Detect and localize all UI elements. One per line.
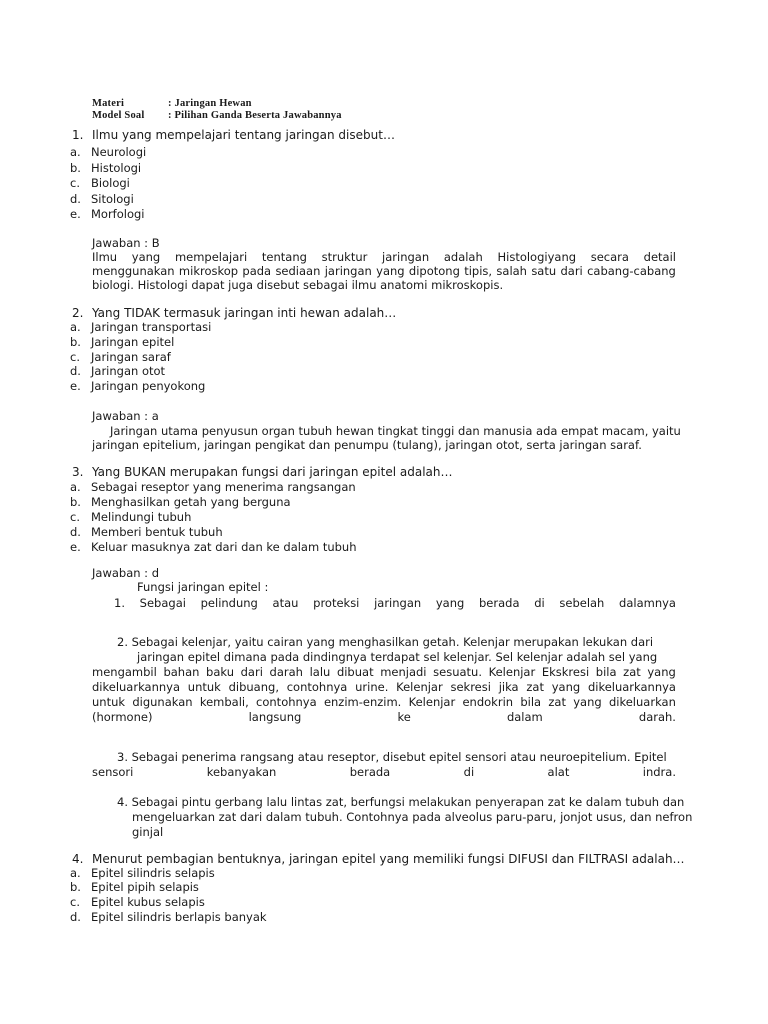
question-number: 3. [72,465,84,479]
q3-function-1: 1. Sebagai pelindung atau proteksi jaringan yang berada di sebelah dalamnya [114,596,676,610]
q3-function-4-line: mengeluarkan zat dari dalam tubuh. Contohnya pada alveolus paru-paru, jonjot usus, dan nefron [132,810,693,824]
model-label: Model Soal [92,110,145,121]
q2-explanation-line: jaringan epitelium, jaringan pengikat dan penumpu (tulang), jaringan otot, serta jaringan saraf. [92,438,642,452]
question-number: 1. [72,128,84,142]
materi-label: Materi [92,98,125,109]
question-1 [72,128,395,143]
header-materi [92,98,252,109]
question-number: 4. [72,852,84,866]
q3-option-c: c. Melindungi tubuh [70,510,192,524]
q3-option-e: e. Keluar masuknya zat dari dan ke dalam tubuh [70,540,357,554]
q2-explanation-line: Jaringan utama penyusun organ tubuh hewan tingkat tinggi dan manusia ada empat macam, yaitu [110,424,681,438]
q2-option-b: b. Jaringan epitel [70,335,175,349]
q3-intro: Fungsi jaringan epitel : [137,580,269,594]
q3-option-a: a. Sebagai reseptor yang menerima rangsangan [70,480,356,494]
question-2 [72,306,396,321]
q1-explanation-line: Ilmu yang mempelajari tentang struktur jaringan adalah Histologiyang secara detail [92,250,676,264]
q4-option-d: d. Epitel silindris berlapis banyak [70,910,267,924]
question-number: 2. [72,306,84,320]
q1-option-a: a. Neurologi [70,145,147,159]
q3-function-2-line: jaringan epitel dimana pada dindingnya terdapat sel kelenjar. Sel kelenjar adalah sel yang [137,650,658,664]
question-3 [72,465,452,480]
q1-option-d: d. Sitologi [70,192,134,206]
q3-function-2-line: untuk digunakan kembali, contohnya enzim-enzim. Kelenjar endokrin bila zat yang dikeluarkan [92,695,676,709]
q1-explanation-line: menggunakan mikroskop pada sediaan jaringan yang dipotong tipis, salah satu dari cabang-cabang [92,264,676,278]
q3-answer: Jawaban : d [92,566,160,580]
q4-option-b: b. Epitel pipih selapis [70,880,199,894]
q3-function-2-line: 2. Sebagai kelenjar, yaitu cairan yang menghasilkan getah. Kelenjar merupakan lekukan dari [117,635,654,649]
model-value: : Pilihan Ganda Beserta Jawabannya [168,110,342,121]
q4-option-a: a. Epitel silindris selapis [70,866,215,880]
q3-function-4-line: ginjal [132,825,164,839]
q2-answer: Jawaban : a [92,409,159,423]
q3-function-2-line: mengambil bahan baku dari darah lalu dibuat menjadi sesuatu. Kelenjar Ekskresi bila zat yang [92,665,676,679]
materi-value: : Jaringan Hewan [168,98,252,109]
q3-function-2-line: dikeluarkannya untuk dibuang, contohnya urine. Kelenjar sekresi jika zat yang dikeluarkannya [92,680,676,694]
q3-option-b: b. Menghasilkan getah yang berguna [70,495,291,509]
question-text: Ilmu yang mempelajari tentang jaringan disebut… [92,128,395,142]
q4-option-c: c. Epitel kubus selapis [70,895,205,909]
q3-function-2-line: (hormone) langsung ke dalam darah. [92,710,676,724]
question-text: Yang TIDAK termasuk jaringan inti hewan adalah… [92,306,397,320]
q3-function-3-line: 3. Sebagai penerima rangsang atau reseptor, disebut epitel sensori atau neuroepitelium. Epitel [117,750,667,764]
question-4 [72,852,685,867]
q2-option-d: d. Jaringan otot [70,364,166,378]
question-text: Menurut pembagian bentuknya, jaringan epitel yang memiliki fungsi DIFUSI dan FILTRASI adalah… [92,852,685,866]
q1-option-b: b. Histologi [70,161,142,175]
q3-function-4-line: 4. Sebagai pintu gerbang lalu lintas zat, berfungsi melakukan penyerapan zat ke dalam tubuh dan [117,795,685,809]
q3-function-3-line: sensori kebanyakan berada di alat indra. [92,765,676,779]
q2-option-e: e. Jaringan penyokong [70,379,206,393]
q2-option-c: c. Jaringan saraf [70,350,171,364]
q2-option-a: a. Jaringan transportasi [70,320,212,334]
q1-option-e: e. Morfologi [70,207,145,221]
q1-option-c: c. Biologi [70,176,130,190]
q1-answer: Jawaban : B [92,236,160,250]
q3-option-d: d. Memberi bentuk tubuh [70,525,223,539]
question-text: Yang BUKAN merupakan fungsi dari jaringan epitel adalah… [92,465,453,479]
q1-explanation-line: biologi. Histologi dapat juga disebut sebagai ilmu anatomi mikroskopis. [92,278,504,292]
header-model [92,110,342,121]
